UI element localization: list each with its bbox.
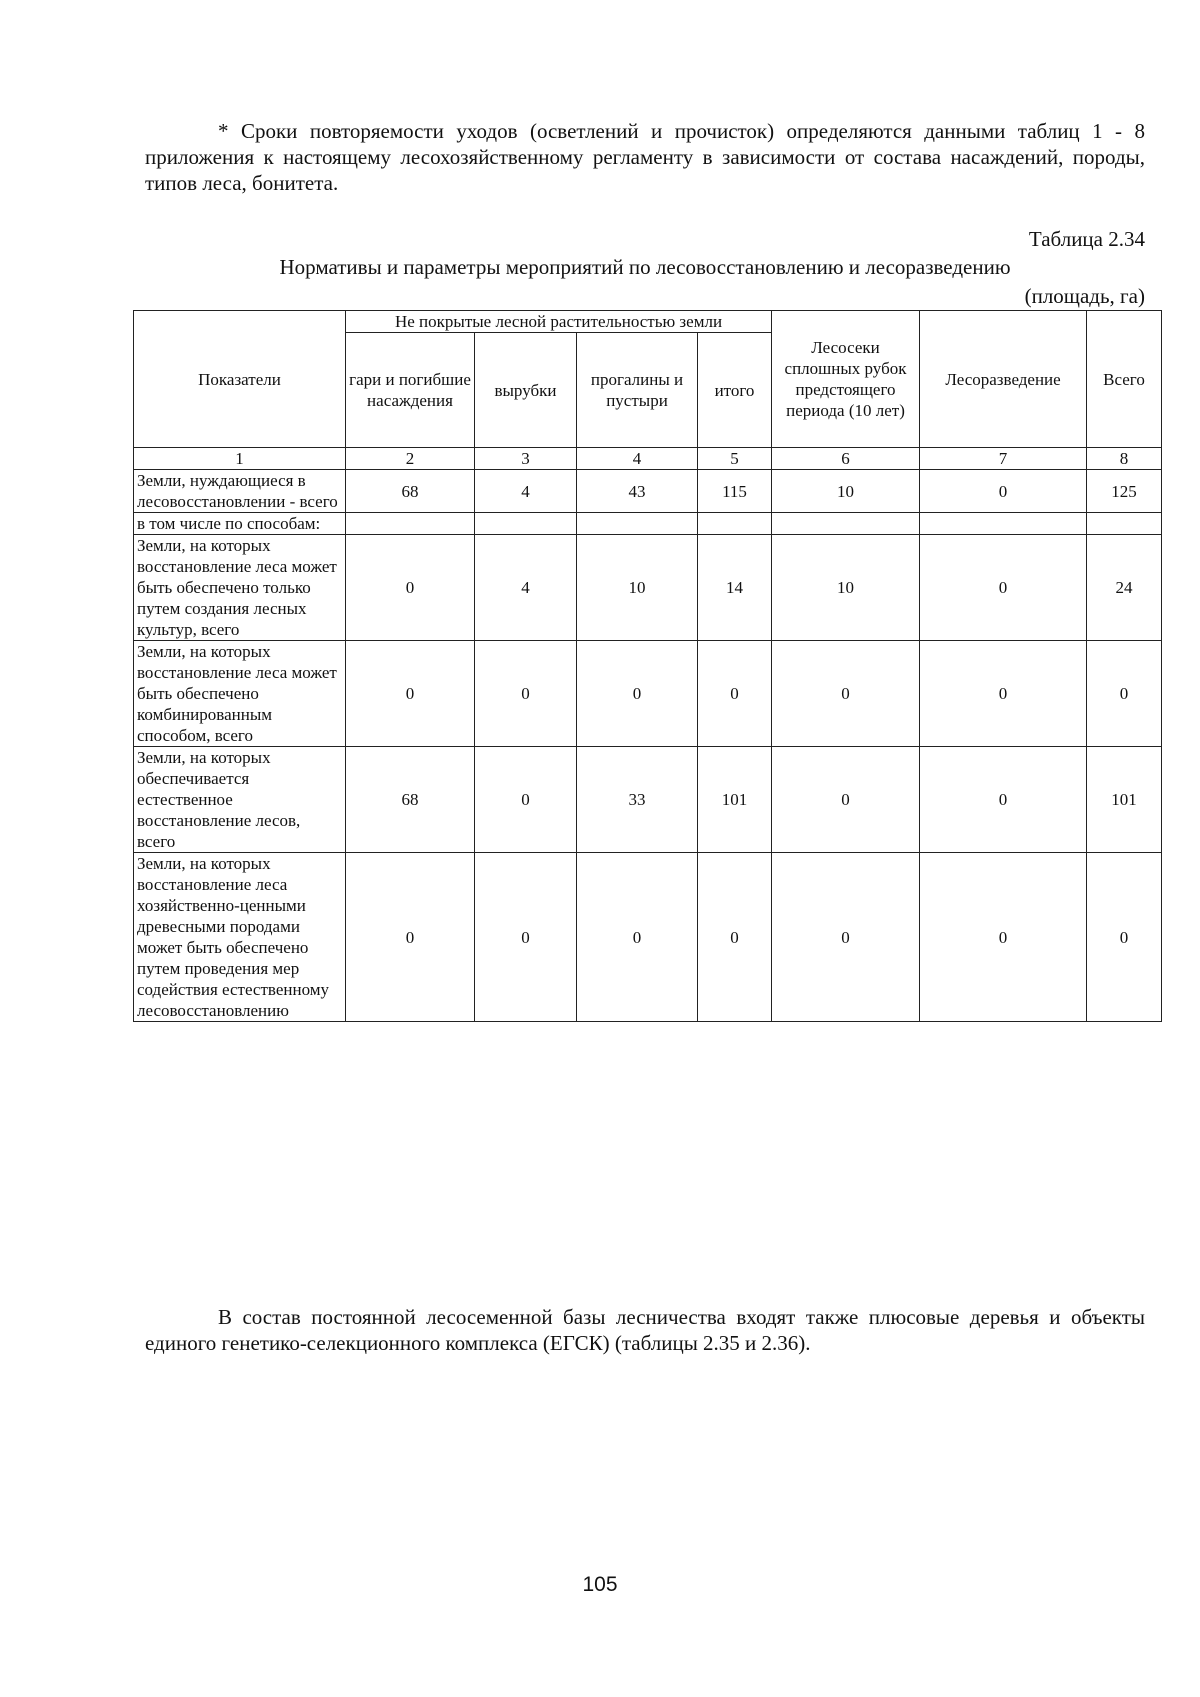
table-cell: 101: [698, 747, 772, 853]
table-cell: 0: [475, 747, 577, 853]
column-number: 5: [698, 448, 772, 470]
row-label: в том числе по способам:: [134, 513, 346, 535]
table-cell: [1087, 513, 1162, 535]
table-cell: 0: [346, 853, 475, 1022]
row-label: Земли, нуждающиеся в лесовосстановлении - всего: [134, 470, 346, 513]
table-cell: 0: [475, 853, 577, 1022]
table-cell: 0: [346, 535, 475, 641]
table-cell: 10: [772, 535, 920, 641]
table-cell: 0: [475, 641, 577, 747]
header-clearings: вырубки: [475, 333, 577, 448]
table-row: [134, 470, 1162, 513]
row-label: Земли, на которых восстановление леса хозяйственно-ценными древесными породами может быть обеспечено путем проведения мер содействия естественному лесовосстановлению: [134, 853, 346, 1022]
table-cell: 10: [577, 535, 698, 641]
table-title: Нормативы и параметры мероприятий по лесовосстановлению и лесоразведению: [279, 255, 1011, 279]
column-number: 4: [577, 448, 698, 470]
intro-paragraph: * Сроки повторяемости уходов (осветлений и прочисток) определяются данными таблиц 1 - 8 приложения к настоящему лесохозяйственному регламенту в зависимости от состава насаждений, породы, типов леса, бонитета.: [145, 119, 1145, 195]
table-cell: 4: [475, 470, 577, 513]
table-cell: 0: [1087, 853, 1162, 1022]
column-number: 7: [920, 448, 1087, 470]
table-cell: [772, 513, 920, 535]
reforestation-table: [133, 310, 1162, 1022]
column-number: 3: [475, 448, 577, 470]
table-cell: 10: [772, 470, 920, 513]
column-number-row: [134, 448, 1162, 470]
table-cell: 0: [920, 747, 1087, 853]
table-row: [134, 513, 1162, 535]
table-cell: 115: [698, 470, 772, 513]
column-number: 1: [134, 448, 346, 470]
table-cell: [920, 513, 1087, 535]
table-cell: 0: [920, 641, 1087, 747]
table-cell: 101: [1087, 747, 1162, 853]
header-row-top: [134, 311, 1162, 333]
table-cell: [475, 513, 577, 535]
table-number: Таблица 2.34: [1028, 227, 1145, 251]
table-cell: 0: [698, 641, 772, 747]
table-cell: 0: [772, 747, 920, 853]
header-total: Всего: [1087, 311, 1162, 448]
table-cell: 0: [920, 470, 1087, 513]
header-glades: прогалины и пустыри: [577, 333, 698, 448]
column-number: 2: [346, 448, 475, 470]
table-cell: [577, 513, 698, 535]
table-cell: 0: [772, 641, 920, 747]
table-cell: 0: [577, 641, 698, 747]
row-label: Земли, на которых обеспечивается естественное восстановление лесов, всего: [134, 747, 346, 853]
table-cell: 4: [475, 535, 577, 641]
table-cell: 0: [698, 853, 772, 1022]
table-row: [134, 747, 1162, 853]
table-cell: 68: [346, 470, 475, 513]
column-number: 6: [772, 448, 920, 470]
table-unit: (площадь, га): [1024, 284, 1145, 308]
row-label: Земли, на которых восстановление леса может быть обеспечено только путем создания лесных культур, всего: [134, 535, 346, 641]
table-cell: 0: [920, 535, 1087, 641]
table-cell: [346, 513, 475, 535]
header-subtotal: итого: [698, 333, 772, 448]
closing-paragraph: В состав постоянной лесосеменной базы лесничества входят также плюсовые деревья и объекты единого генетико-селекционного комплекса (ЕГСК) (таблицы 2.35 и 2.36).: [145, 1305, 1145, 1355]
table-cell: 0: [1087, 641, 1162, 747]
table-cell: 0: [346, 641, 475, 747]
header-group-unforested: Не покрытые лесной растительностью земли: [346, 311, 772, 333]
table-row: [134, 641, 1162, 747]
column-number: 8: [1087, 448, 1162, 470]
table-cell: [698, 513, 772, 535]
row-label: Земли, на которых восстановление леса может быть обеспечено комбинированным способом, всего: [134, 641, 346, 747]
table-cell: 43: [577, 470, 698, 513]
table-row: [134, 853, 1162, 1022]
header-indicators: Показатели: [134, 311, 346, 448]
page-number: 105: [582, 1573, 618, 1596]
table-cell: 125: [1087, 470, 1162, 513]
table-cell: 0: [920, 853, 1087, 1022]
table-cell: 68: [346, 747, 475, 853]
table-cell: 0: [577, 853, 698, 1022]
table-row: [134, 535, 1162, 641]
table-cell: 0: [772, 853, 920, 1022]
table-cell: 14: [698, 535, 772, 641]
table-cell: 33: [577, 747, 698, 853]
header-cutting-areas: Лесосеки сплошных рубок предстоящего периода (10 лет): [772, 311, 920, 448]
table-cell: 24: [1087, 535, 1162, 641]
header-burnt: гари и погибшие насаждения: [346, 333, 475, 448]
header-afforestation: Лесоразведение: [920, 311, 1087, 448]
